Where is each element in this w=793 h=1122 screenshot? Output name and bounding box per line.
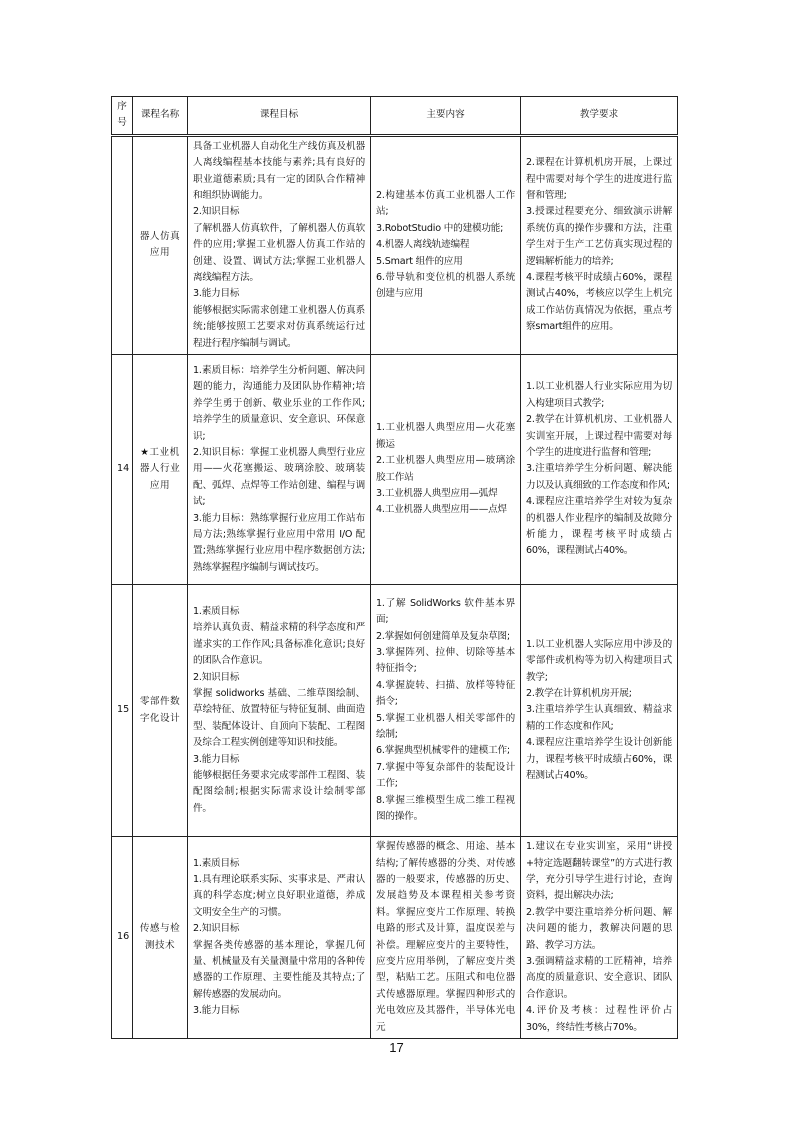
content-line: 3.工业机器人典型应用—弧焊: [376, 488, 498, 499]
requirement-line: 3.注重培养学生分析问题、解决能力以及认真细致的工作态度和作风;: [526, 463, 672, 491]
row-main-content: [371, 837, 521, 1039]
header-course-goal: 课程目标: [188, 97, 371, 136]
goal-line: 1.素质目标: [193, 857, 240, 869]
goal-line: 2.知识目标: [193, 206, 240, 218]
row-course-goal: [188, 837, 371, 1039]
content-line: 3.掌握阵列、拉伸、切除等基本特征指令;: [376, 646, 515, 675]
content-line: 2.工业机器人典型应用—玻璃涂胶工作站: [376, 455, 515, 483]
goal-line: 3.能力目标：熟练掌握行业应用工作站布局方法;熟练掌握行业应用中常用 I/O 配置;熟练掌握行业应用中程序数据创方法;熟练掌握程序编制与调试技巧。: [193, 512, 365, 573]
table-row: [112, 837, 678, 1039]
row-index: 15: [112, 585, 133, 837]
row-teaching-requirement: [521, 837, 678, 1039]
goal-line: 具备工业机器人自动化生产线仿真及机器人离线编程基本技能与素养;具有良好的职业道德素质;具有一定的团队合作精神和组织协调能力。: [193, 140, 365, 202]
goal-line: 能够根据任务要求完成零部件工程图、装配图绘制;根据实际需求设计绘制零部件。: [193, 770, 365, 814]
requirement-line: 1.以工业机器人实际应用中涉及的零部件或机构等为切入构建项目式教学;: [526, 638, 672, 683]
row-index: 14: [112, 355, 133, 585]
content-line: 1.了解 SolidWorks 软件基本界面;: [376, 597, 515, 626]
goal-line: 掌握 solidworks 基础、二维草图绘制、草绘特征、放置特征与特征复制、曲面造型、装配体设计、自顶向下装配、工程图及综合工程实例创建等知识和技能。: [193, 687, 365, 749]
requirement-line: 3.授课过程要充分、细致演示讲解系统仿真的操作步骤和方法，注重学生对于生产工艺仿真实现过程的逻辑解析能力的培养;: [526, 206, 672, 267]
requirement-line: 4.课程应注重培养学生对较为复杂的机器人作业程序的编制及故障分析能力，课程考核平时成绩占60%，课程测试占40%。: [526, 496, 672, 557]
requirement-line: 1.建议在专业实训室，采用“讲授+特定选题翻转课堂”的方式进行教学，充分引导学生进行讨论，查询资料，提出解决办法;: [526, 841, 672, 902]
table-header-row: [112, 97, 678, 136]
goal-line: 3.能力目标: [193, 1005, 240, 1017]
goal-line: 1.素质目标：培养学生分析问题、解决问题的能力，沟通能力及团队协作精神;培养学生勇于创新、敬业乐业的工作作风;培养学生的质量意识、安全意识、环保意识;: [193, 364, 365, 442]
content-line: 6.带导轨和变位机的机器人系统创建与应用: [376, 272, 515, 300]
goal-line: 1.具有理论联系实际、实事求是、严肃认真的科学态度;树立良好职业道德，养成文明安全生产的习惯。: [193, 873, 365, 918]
content-line: 1.工业机器人典型应用—火花塞搬运: [376, 422, 515, 450]
goal-line: 掌握各类传感器的基本理论，掌握几何量、机械量及有关量测量中常用的各种传感器的工作原理、主要性能及其特点;了解传感器的发展动向。: [193, 939, 365, 1000]
content-line: 7.掌握中等复杂部件的装配设计工作;: [376, 761, 515, 790]
row-course-name: 器人仿真应用: [133, 135, 188, 354]
content-line: 2.构建基本仿真工业机器人工作站;: [376, 190, 515, 218]
row-course-name: 零部件数字化设计: [133, 585, 188, 837]
header-index: 序号: [112, 97, 133, 136]
goal-line: 能够根据实际需求创建工业机器人仿真系统;能够按照工艺要求对仿真系统运行过程进行程序编制与调试。: [193, 304, 365, 349]
table-row: [112, 355, 678, 585]
goal-line: 2.知识目标: [193, 671, 240, 683]
header-main-content: 主要内容: [371, 97, 521, 136]
table-row: [112, 135, 678, 354]
goal-line: 3.能力目标: [193, 288, 240, 300]
requirement-line: 4.课程应注重培养学生设计创新能力，课程考核平时成绩占60%，课程测试占40%。: [526, 737, 672, 782]
row-main-content: [371, 355, 521, 585]
requirement-line: 4.课程考核平时成绩占60%，课程测试占40%，考核应以学生上机完成工作站仿真情况为依据，重点考察smart组件的应用。: [526, 272, 672, 333]
header-course-name: 课程名称: [133, 97, 188, 136]
requirement-line: 2.教学中要注重培养分析问题、解决问题的能力，教解决问题的思路、教学习方法。: [526, 906, 672, 951]
content-line: 掌握传感器的概念、用途、基本结构;了解传感器的分类、对传感器的一般要求，传感器的历史、发展趋势及本课程相关参考资料。掌握应变片工作原理、转换电路的形式及计算，温度误差与补偿。理解应变片的主要特性，应变片应用举例，了解应变片类型，粘贴工艺。压阻式和电位器式传感器原理。掌握四种形式的光电效应及其器件，半导体光电元: [376, 841, 515, 1033]
content-line: 4.机器人离线轨迹编程: [376, 239, 470, 251]
content-line: 4.工业机器人典型应用——点焊: [376, 504, 507, 516]
page-number: 17: [389, 1040, 404, 1055]
row-teaching-requirement: [521, 585, 678, 837]
requirement-line: 2.教学在计算机机房、工业机器人实训室开展，上课过程中需要对每个学生的进度进行监督和管理;: [526, 414, 672, 458]
row-index: [112, 135, 133, 354]
goal-line: 2.知识目标：掌握工业机器人典型行业应用——火花塞搬运、玻璃涂胶、玻璃装配、弧焊、点焊等工作站创建、编程与调试;: [193, 446, 365, 508]
content-line: 6.掌握典型机械零件的建模工作;: [376, 745, 510, 757]
content-line: 4.掌握旋转、扫描、放样等特征指令;: [376, 679, 515, 708]
content-line: 3.RobotStudio 中的建模功能;: [376, 222, 504, 234]
row-course-name: 传感与检测技术: [133, 837, 188, 1039]
row-teaching-requirement: [521, 355, 678, 585]
goal-line: 了解机器人仿真软件，了解机器人仿真软件的应用;掌握工业机器人仿真工作站的创建、设置、调试方法;掌握工业机器人离线编程方法。: [193, 222, 365, 284]
row-index: 16: [112, 837, 133, 1039]
course-table: [111, 96, 678, 1039]
table-row: [112, 585, 678, 837]
row-course-goal: [188, 355, 371, 585]
requirement-line: 1.以工业机器人行业实际应用为切入构建项目式教学;: [526, 381, 672, 409]
row-course-goal: [188, 135, 371, 354]
goal-line: 3.能力目标: [193, 753, 240, 765]
row-main-content: [371, 585, 521, 837]
content-line: 2.掌握如何创建简单及复杂草图;: [376, 630, 510, 642]
row-course-goal: [188, 585, 371, 837]
content-line: 5.Smart 组件的应用: [376, 255, 463, 267]
row-teaching-requirement: [521, 135, 678, 354]
requirement-line: 3.强调精益求精的工匠精神，培养高度的质量意识、安全意识、团队合作意识。: [526, 955, 672, 1000]
goal-line: 1.素质目标: [193, 605, 240, 617]
content-line: 8.掌握三维模型生成二维工程视图的操作。: [376, 794, 515, 823]
row-main-content: [371, 135, 521, 354]
content-line: 5.掌握工业机器人相关零部件的绘制;: [376, 712, 515, 740]
header-teaching-requirement: 教学要求: [521, 97, 678, 136]
goal-line: 培养认真负责、精益求精的科学态度和严谨求实的工作作风;具备标准化意识;良好的团队合作意识。: [193, 622, 365, 667]
requirement-line: 4.评价及考核：过程性评价占30%，终结性考核占70%。: [526, 1005, 672, 1033]
requirement-line: 2.教学在计算机机房开展;: [526, 687, 632, 699]
requirement-line: 2.课程在计算机机房开展，上课过程中需要对每个学生的进度进行监督和管理;: [526, 157, 672, 202]
row-course-name: ★工业机器人行业应用: [133, 355, 188, 585]
requirement-line: 3.注重培养学生认真细致、精益求精的工作态度和作风;: [526, 704, 672, 732]
goal-line: 2.知识目标: [193, 923, 240, 935]
